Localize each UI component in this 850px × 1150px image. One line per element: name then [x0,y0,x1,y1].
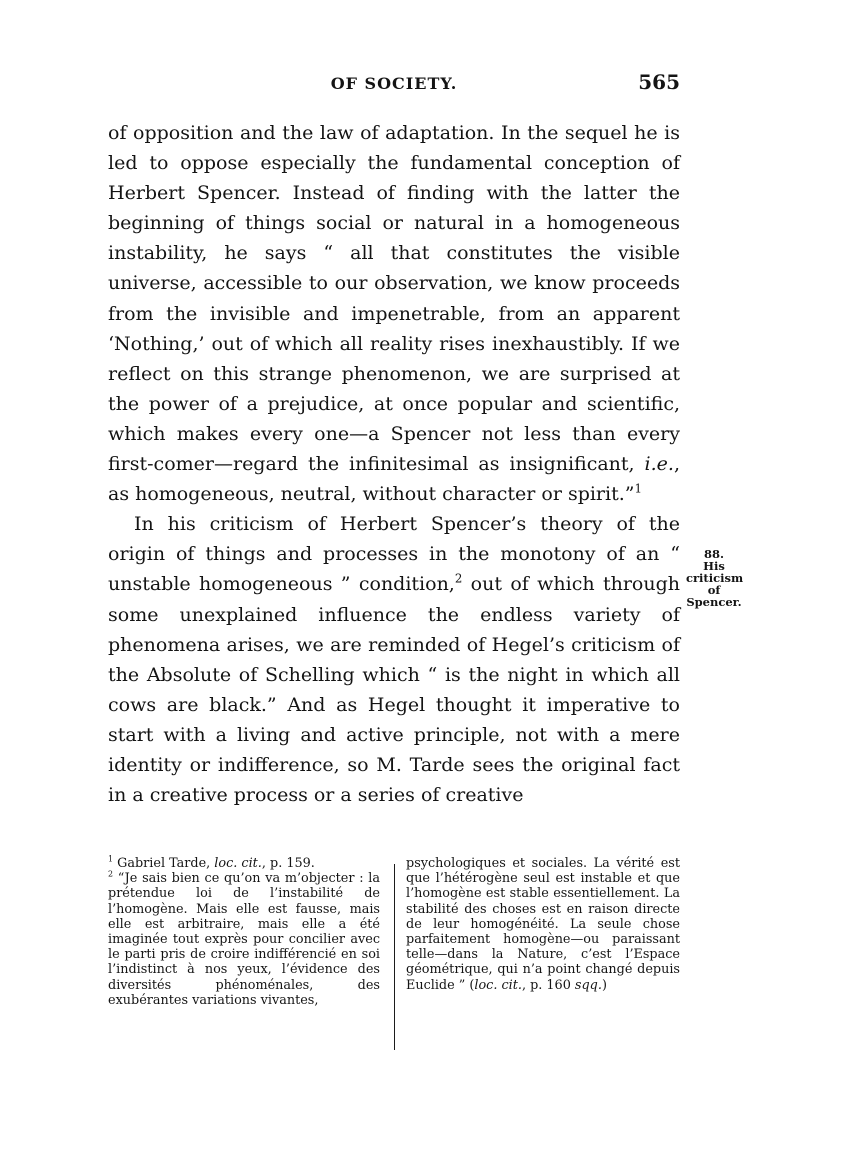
footnote-column-divider [394,864,395,1050]
footnote-1-text-b: , p. 159. [261,856,315,871]
page-number: 565 [638,70,680,94]
paragraph-1-italic: i.e. [644,453,674,476]
footnote-2-right-italic-2: sqq. [574,977,602,993]
footnote-2-right-b: , p. 160 [521,977,575,993]
paragraph-2-start: In his criticism of Herbert Spencer’s theory of the origin of things and processes in the monotony of an “ unstable homogeneous ” condition, [108,513,680,596]
margin-note-number: 88. [703,547,724,561]
footnote-1-mark: 1 [108,854,114,864]
running-head [108,70,680,102]
footnote-1-italic: loc. cit. [214,856,262,871]
paragraph-2-rest: out of which through some unexplained influence the endless variety of phenomena arises, we are reminded of Hegel’s criticism of the Absolute of Schelling which “ is the night in which all cows are black.” And as Hegel thought it imperative to start with a living and active principle, not with a mere identity or indifference, so M. Tarde sees the original fact in a creative process or a series of creative [108,573,680,807]
footnote-2-right-italic-1: loc. cit. [474,977,522,993]
paragraph-2 [108,509,680,810]
margin-note-text: His criticism of Spencer. [686,559,744,609]
body-text [108,118,680,810]
running-title: OF SOCIETY. [330,74,458,93]
footnote-2-left [108,871,380,1008]
margin-note [686,548,742,608]
footnote-2-right-c: ) [601,977,607,993]
footnote-2-left-text: “Je sais bien ce qu’on va m’objecter : la prétendue loi de l’instabilité de l’homogène. Mais elle est fausse, mais elle est arbitraire, mais elle a été imaginée tout exprès pour concilier avec le parti pris de croire indifférencié en soi l’indistinct à nos yeux, l’évidence des diversités phénoménales, des exubérantes variations vivantes, [108,871,380,1008]
paragraph-1-end: , as homogeneous, neutral, without character or spirit.” [108,453,680,506]
footnote-2-mark: 2 [108,869,114,879]
footnote-2-right-a: psychologiques et sociales. La vérité est que l’hétérogène seul est instable et que l’homogène est stable essentiellement. La stabilité des choses est en raison directe de leur homogénéité. La seule chose parfaitement homogène—ou paraissant telle—dans la Nature, c’est l’Espace géométrique, qui n’a point changé depuis Euclide ” ( [406,856,680,993]
footnote-1 [108,856,380,871]
paragraph-1-text: of opposition and the law of adaptation. In the sequel he is led to oppose especially the fundamental conception of Herbert Spencer. Instead of finding with the latter the beginning of things social or natural in a homogeneous instability, he says “ all that constitutes the visible universe, accessible to our observation, we know proceeds from the invisible and impenetrable, from an apparent ‘Nothing,’ out of which all reality rises inexhaustibly. If we reflect on this strange phenomenon, we are surprised at the power of a prejudice, at once popular and scientific, which makes every one—a Spencer not less than every first-comer—regard the infinitesimal as insignificant, [108,122,680,476]
footnote-ref-1: 1 [634,481,642,496]
paragraph-1 [108,118,680,509]
footnote-1-text-a: Gabriel Tarde, [113,856,215,871]
footnotes-right-column [406,856,680,993]
footnote-ref-2: 2 [454,572,463,587]
footnotes-left-column [108,856,380,1008]
footnote-2-right [406,856,680,993]
